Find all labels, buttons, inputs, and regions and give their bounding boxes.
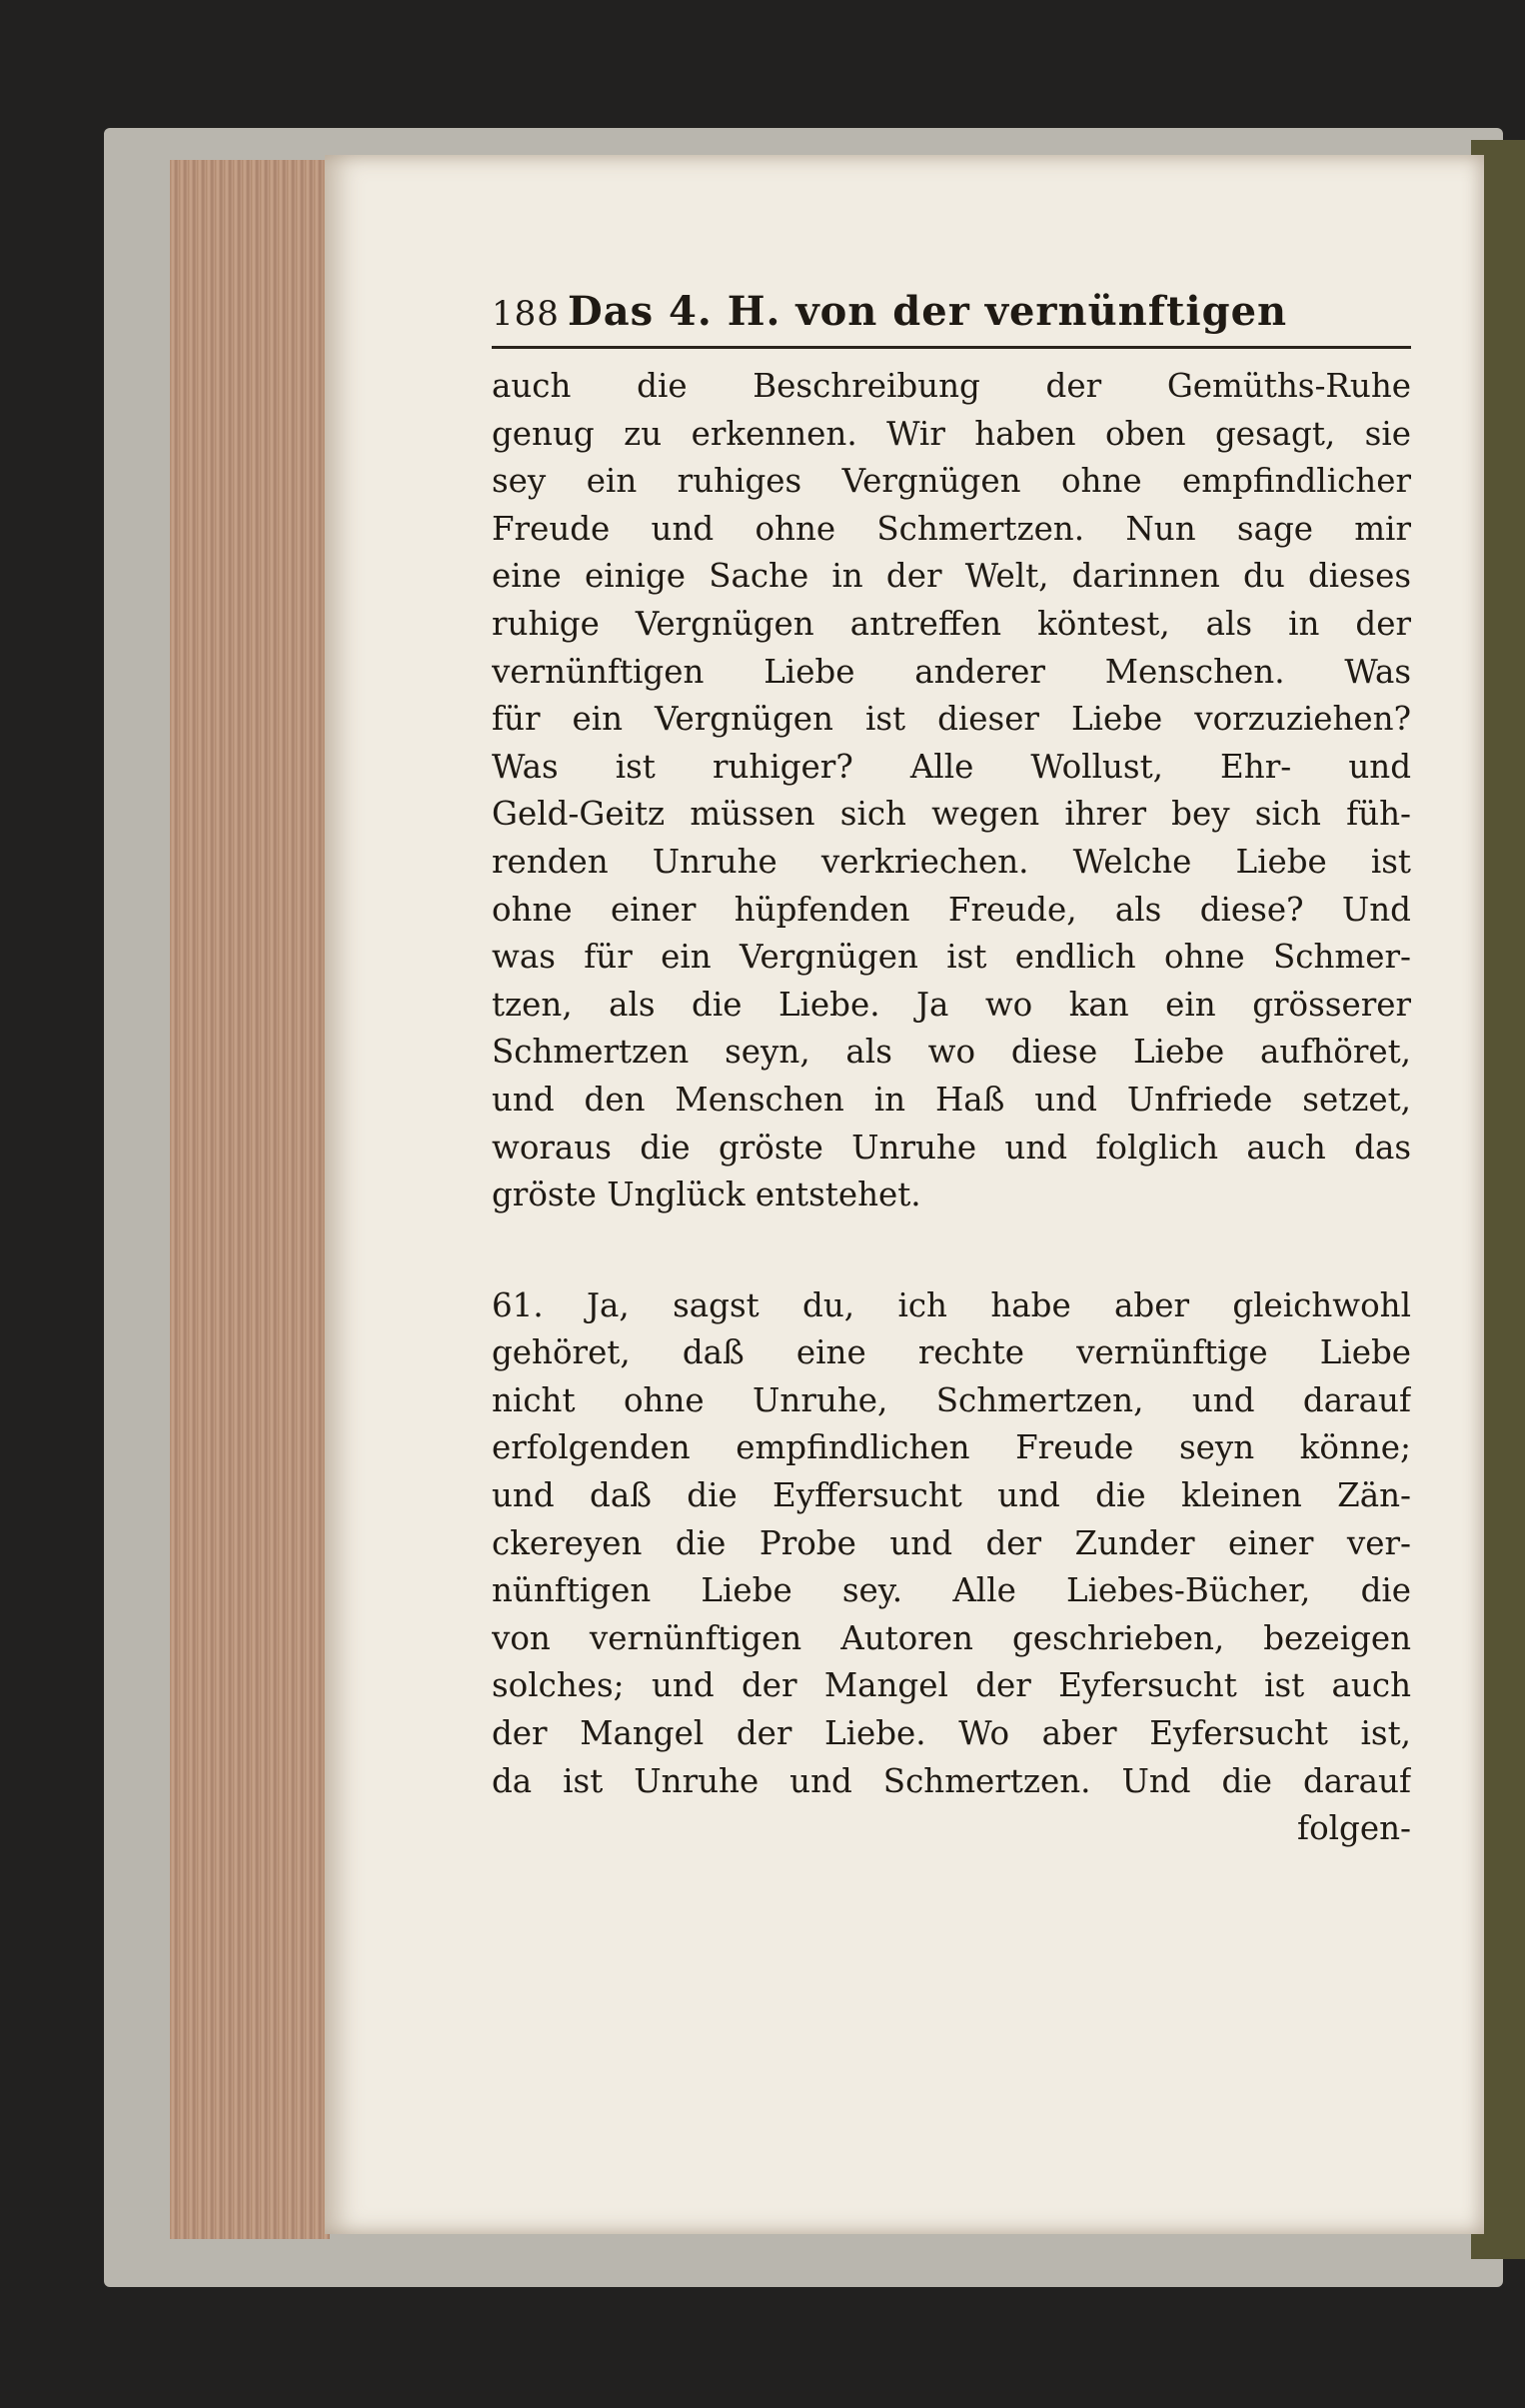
text-line: der Mangel der Liebe. Wo aber Eyfersucht ist, <box>492 1714 1411 1753</box>
text-line: nünftigen Liebe sey. Alle Liebes-Bücher, die <box>492 1571 1411 1610</box>
text-line: von vernünftigen Autoren geschrieben, bezeigen <box>492 1618 1411 1657</box>
text-line: gröste Unglück entstehet. <box>492 1176 921 1214</box>
text-line: Freude und ohne Schmertzen. Nun sage mir <box>492 509 1411 548</box>
page-number: 188 <box>492 294 560 334</box>
text-line: woraus die gröste Unruhe und folglich auch das <box>492 1128 1411 1167</box>
text-line: und daß die Eyffersucht und die kleinen Zän- <box>492 1476 1411 1515</box>
text-line: für ein Vergnügen ist dieser Liebe vorzuziehen? <box>492 700 1411 739</box>
catchword: folgen- <box>1297 1809 1411 1848</box>
page-text <box>492 288 1411 1853</box>
text-line: eine einige Sache in der Welt, darinnen du dieses <box>492 557 1411 596</box>
text-line: tzen, als die Liebe. Ja wo kan ein grösserer <box>492 985 1411 1024</box>
paragraph-2 <box>492 1282 1411 1853</box>
text-line: auch die Beschreibung der Gemüths-Ruhe <box>492 367 1411 405</box>
text-line: nicht ohne Unruhe, Schmertzen, und darauf <box>492 1380 1411 1419</box>
running-head <box>492 288 1411 340</box>
text-line: gehöret, daß eine rechte vernünftige Liebe <box>492 1333 1411 1372</box>
text-line: genug zu erkennen. Wir haben oben gesagt, sie <box>492 414 1411 453</box>
paragraph-1 <box>492 363 1411 1219</box>
text-line: was für ein Vergnügen ist endlich ohne Schmer- <box>492 938 1411 977</box>
text-line: ruhige Vergnügen antreffen köntest, als in der <box>492 604 1411 643</box>
running-title: Das 4. H. von der vernünftigen <box>568 288 1288 335</box>
header-rule <box>492 346 1411 349</box>
text-line: Was ist ruhiger? Alle Wollust, Ehr- und <box>492 747 1411 786</box>
text-line: ckereyen die Probe und der Zunder einer ver- <box>492 1523 1411 1562</box>
text-line: erfolgenden empfindlichen Freude seyn könne; <box>492 1428 1411 1467</box>
text-line: und den Menschen in Haß und Unfriede setzet, <box>492 1080 1411 1119</box>
text-line: 61. Ja, sagst du, ich habe aber gleichwohl <box>492 1285 1411 1324</box>
page-block-edges <box>170 160 330 2239</box>
text-line: vernünftigen Liebe anderer Menschen. Was <box>492 652 1411 691</box>
text-line: ohne einer hüpfenden Freude, als diese? Und <box>492 890 1411 929</box>
text-line: renden Unruhe verkriechen. Welche Liebe ist <box>492 842 1411 881</box>
text-line: solches; und der Mangel der Eyfersucht ist auch <box>492 1666 1411 1705</box>
paragraph-gap <box>492 1219 1411 1282</box>
text-line: Schmertzen seyn, als wo diese Liebe aufhöret, <box>492 1033 1411 1072</box>
text-line: Geld-Geitz müssen sich wegen ihrer bey sich füh- <box>492 795 1411 834</box>
text-line: da ist Unruhe und Schmertzen. Und die darauf <box>492 1761 1411 1800</box>
text-line: sey ein ruhiges Vergnügen ohne empfindlicher <box>492 462 1411 501</box>
